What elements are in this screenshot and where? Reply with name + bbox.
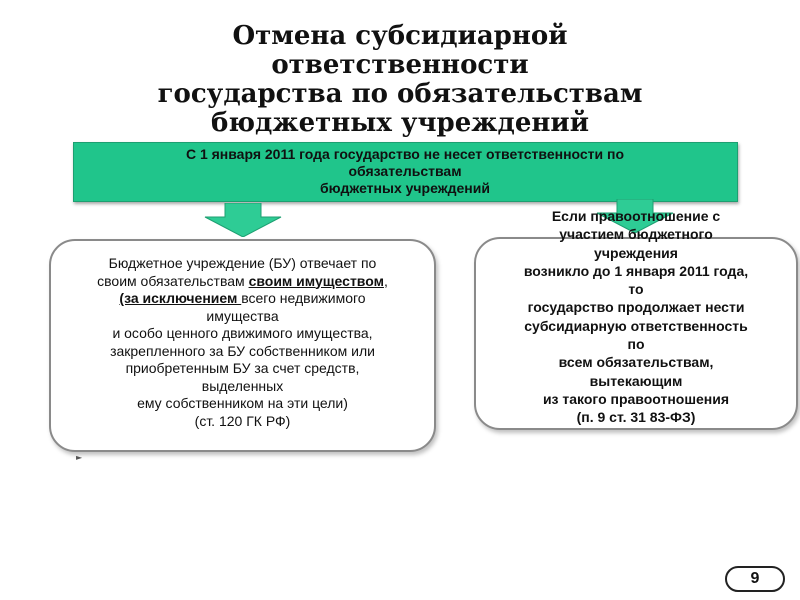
title-line: бюджетных учреждений [210, 108, 589, 138]
left-line-part: , [383, 272, 388, 289]
right-line: вытекающим [589, 372, 683, 389]
left-line: приобретенным БУ за счет средств, [125, 360, 360, 376]
right-line: возникло до 1 января 2011 года, [523, 262, 749, 279]
title-line: Отмена субсидиарной ответственности [232, 21, 568, 80]
right-info-text [478, 207, 794, 427]
bullet-marker-icon: ► [76, 453, 83, 462]
left-line: (ст. 120 ГК РФ) [194, 412, 291, 429]
left-line-part: всего недвижимого [241, 290, 366, 306]
down-arrow-left-icon [203, 203, 283, 237]
right-line: участием бюджетного [559, 226, 713, 243]
right-line: то [628, 281, 644, 298]
title-line: государства по обязательствам [157, 79, 643, 109]
banner-line: обязательствам [348, 163, 462, 179]
left-line: и особо ценного движимого имущества, [112, 325, 373, 341]
left-line: закрепленного за БУ собственником или [110, 342, 375, 359]
right-line: всем обязательствам, [558, 354, 714, 371]
right-line: государство продолжает нести [527, 299, 745, 316]
left-emphasis: своим имуществом [248, 272, 384, 289]
left-line: ему собственником на эти цели) [137, 395, 348, 411]
right-line: из такого правоотношения [542, 390, 730, 407]
page-number-badge: 9 [725, 566, 785, 592]
left-line: Бюджетное учреждение (БУ) отвечает по [108, 255, 377, 271]
slide-title [110, 22, 690, 138]
right-line: субсидиарную ответственность [524, 317, 748, 334]
left-emphasis: (за исключением [119, 290, 242, 306]
left-line-part: своим обязательствам [97, 272, 249, 289]
right-line: (п. 9 ст. 31 83-ФЗ) [576, 409, 696, 426]
right-line: учреждения [594, 244, 678, 261]
banner-text [95, 146, 715, 197]
right-line: по [627, 336, 645, 353]
right-line: Если правоотношение с [551, 208, 721, 224]
left-info-text [55, 255, 430, 430]
left-line: выделенных [201, 377, 284, 394]
banner-line: С 1 января 2011 года государство не несет ответственности по [185, 146, 625, 162]
left-line [55, 290, 430, 308]
left-line [55, 273, 430, 291]
left-line: имущества [206, 307, 279, 324]
banner-line: бюджетных учреждений [320, 180, 490, 196]
